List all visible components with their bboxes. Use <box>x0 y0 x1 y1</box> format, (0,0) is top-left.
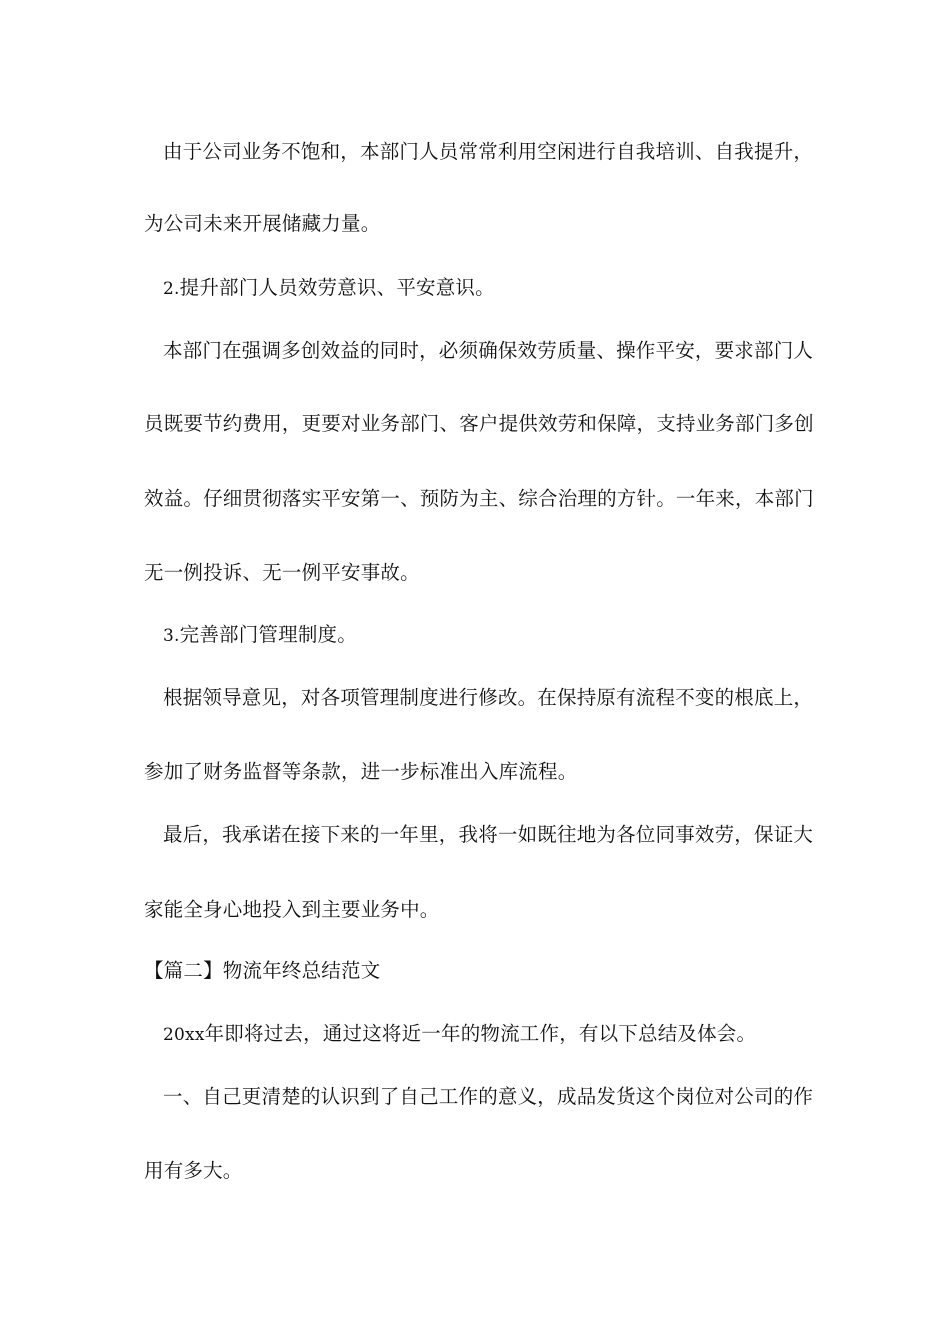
paragraph-line <box>144 759 804 785</box>
line-text: 最后，我承诺在接下来的一年里，我将一如既往地为各位同事效劳，保证大 <box>163 823 814 846</box>
paragraph-line <box>163 822 823 848</box>
line-text: 效益。仔细贯彻落实平安第一、预防为主、综合治理的方针。一年来，本部门 <box>144 487 814 510</box>
item-number: 2. <box>163 279 180 299</box>
paragraph-line <box>163 685 823 711</box>
section-heading <box>144 958 804 984</box>
line-text: 为公司未来开展储藏力量。 <box>144 212 381 235</box>
paragraph-line <box>163 139 823 165</box>
line-text: 参加了财务监督等条款，进一步标准出入库流程。 <box>144 760 578 783</box>
paragraph-line <box>144 486 814 512</box>
line-text: 完善部门管理制度。 <box>179 623 357 646</box>
line-text: 无一例投诉、无一例平安事故。 <box>144 561 420 584</box>
numbered-heading <box>163 622 823 649</box>
line-text: 由于公司业务不饱和，本部门人员常常利用空闲进行自我培训、自我提升， <box>163 140 814 163</box>
item-number: 3. <box>163 626 180 646</box>
paragraph-line <box>163 338 823 364</box>
year-prefix: 20xx <box>163 1025 205 1045</box>
line-text: 用有多大。 <box>144 1159 243 1182</box>
paragraph-line <box>163 1084 823 1110</box>
line-text: 一、自己更清楚的认识到了自己工作的意义，成品发货这个岗位对公司的作 <box>163 1085 814 1108</box>
line-text: 员既要节约费用，更要对业务部门、客户提供效劳和保障，支持业务部门多创 <box>144 412 814 435</box>
paragraph-line <box>144 897 804 923</box>
paragraph-line <box>144 211 804 237</box>
numbered-heading <box>163 275 823 302</box>
line-text: 家能全身心地投入到主要业务中。 <box>144 898 440 921</box>
line-text: 本部门在强调多创效益的同时，必须确保效劳质量、操作平安，要求部门人 <box>163 339 814 362</box>
section-title: 【篇二】物流年终总结范文 <box>144 959 381 982</box>
paragraph-line <box>144 1158 804 1184</box>
line-text: 年即将过去，通过这将近一年的物流工作，有以下总结及体会。 <box>204 1022 757 1045</box>
line-text: 根据领导意见，对各项管理制度进行修改。在保持原有流程不变的根底上， <box>163 686 814 709</box>
paragraph-line <box>163 1021 823 1048</box>
paragraph-line <box>144 560 804 586</box>
paragraph-line <box>144 411 814 437</box>
line-text: 提升部门人员效劳意识、平安意识。 <box>179 276 495 299</box>
